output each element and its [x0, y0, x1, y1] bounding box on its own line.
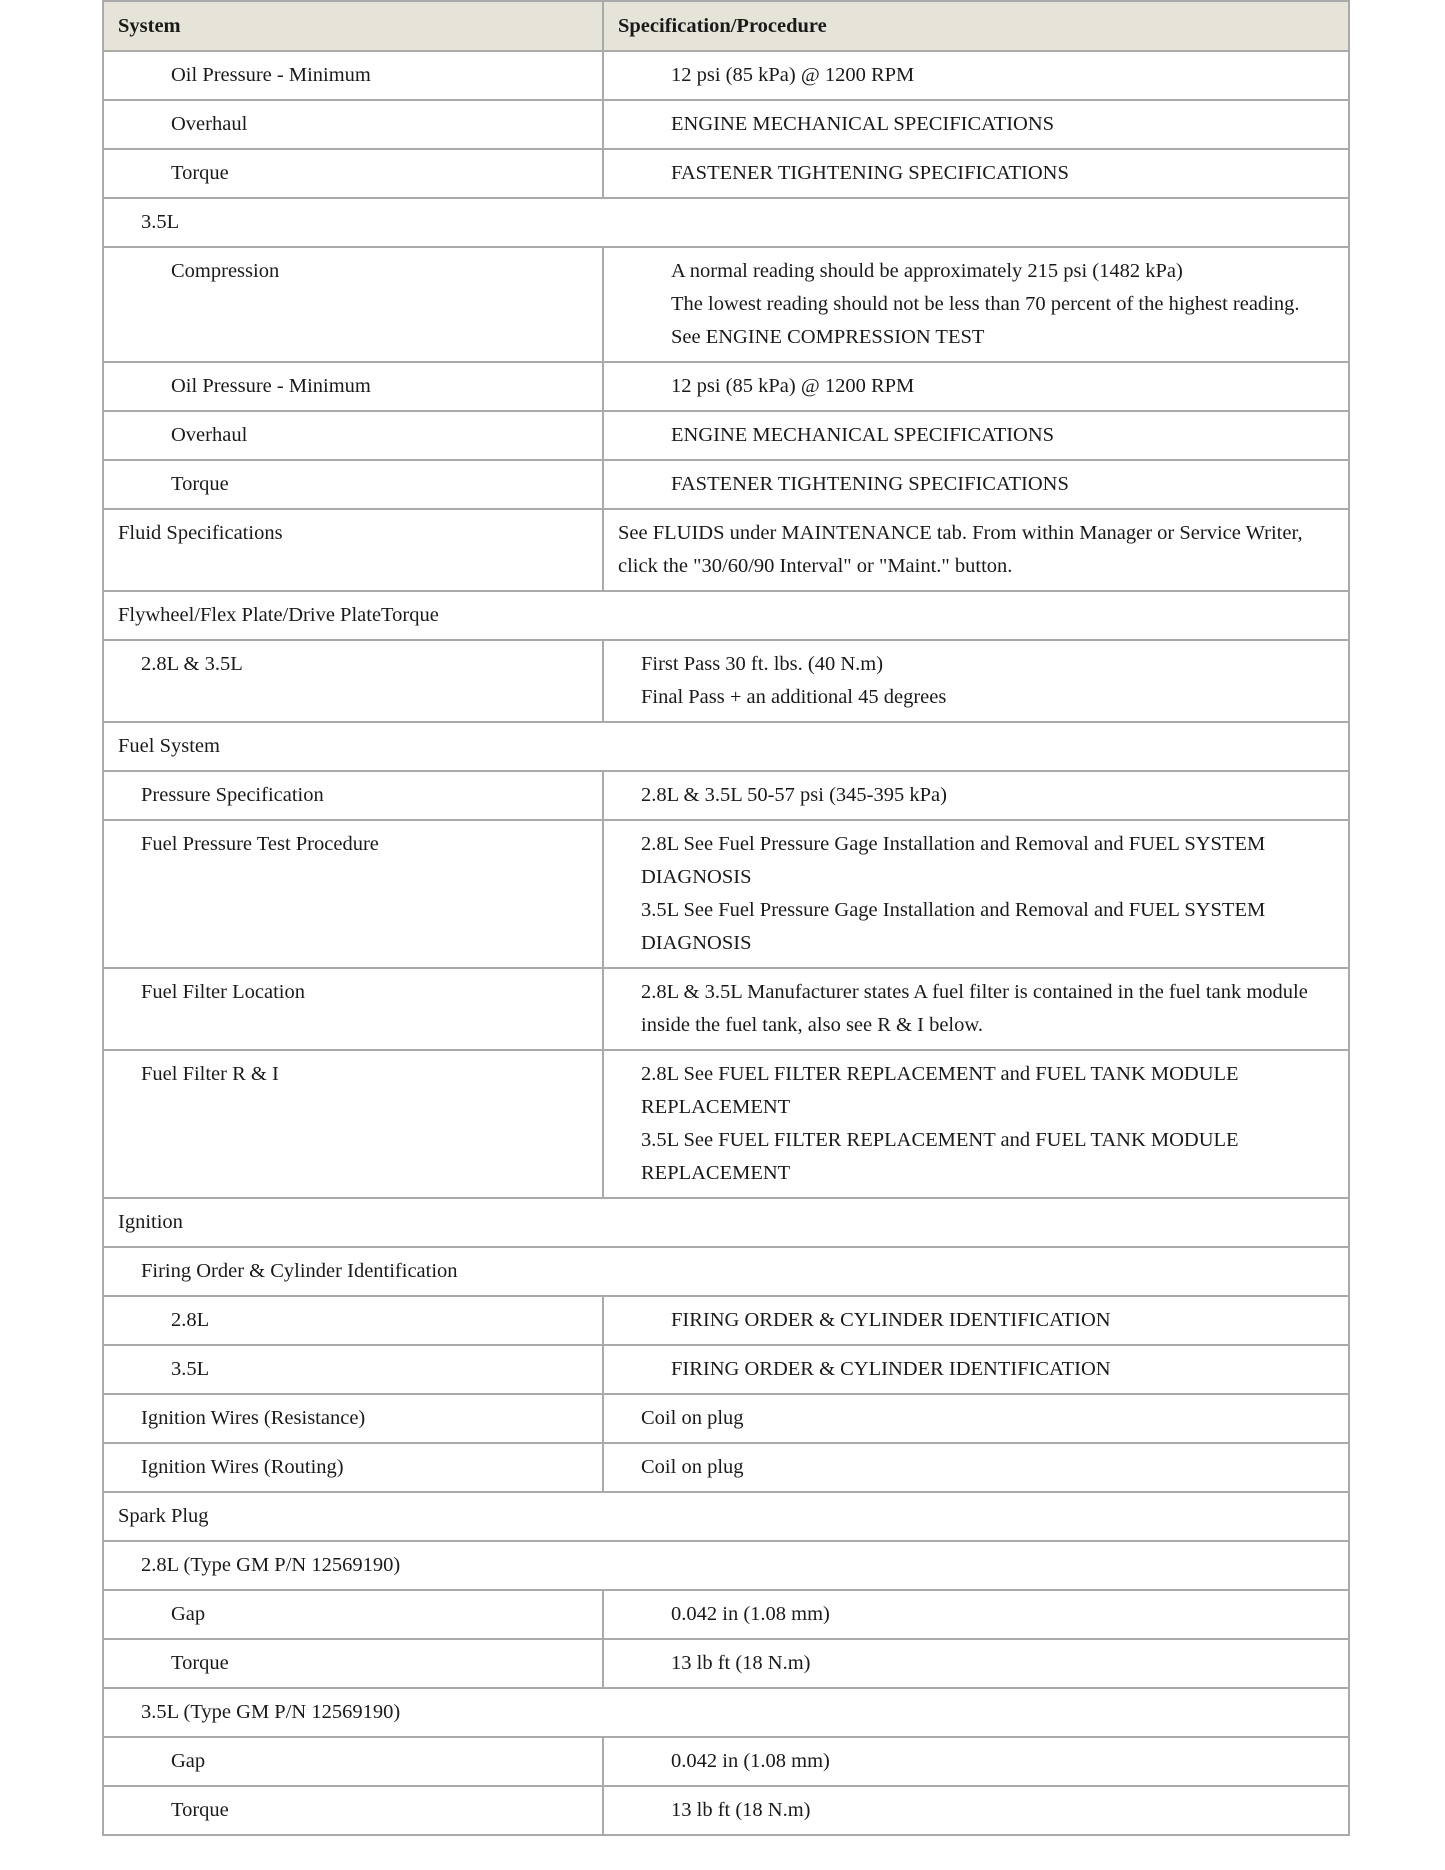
system-cell: Fuel Filter R & I [103, 1050, 603, 1198]
section-row [103, 1492, 1349, 1541]
section-row [103, 1688, 1349, 1737]
header-row [103, 1, 1349, 51]
spec-cell [603, 1443, 1349, 1492]
table-row [103, 460, 1349, 509]
table-row [103, 1296, 1349, 1345]
system-cell: Fuel Filter Location [103, 968, 603, 1050]
section-label: Firing Order & Cylinder Identification [103, 1247, 1349, 1296]
table-row [103, 1639, 1349, 1688]
section-label: 3.5L [103, 198, 1349, 247]
spec-table [102, 0, 1350, 1836]
system-cell: Fuel Pressure Test Procedure [103, 820, 603, 968]
table-row [103, 1737, 1349, 1786]
spec-line: ENGINE MECHANICAL SPECIFICATIONS [671, 424, 1055, 446]
spec-line: 2.8L See Fuel Pressure Gage Installation and Removal and FUEL SYSTEM DIAGNOSIS [641, 833, 1266, 888]
spec-cell [603, 247, 1349, 362]
spec-line: 0.042 in (1.08 mm) [671, 1750, 830, 1772]
table-row [103, 1050, 1349, 1198]
header-specification: Specification/Procedure [603, 1, 1349, 51]
table-row [103, 1345, 1349, 1394]
system-cell: Torque [103, 149, 603, 198]
section-row [103, 198, 1349, 247]
system-cell: Compression [103, 247, 603, 362]
spec-line: Final Pass + an additional 45 degrees [641, 686, 947, 708]
header-system: System [103, 1, 603, 51]
spec-cell [603, 509, 1349, 591]
spec-line: 0.042 in (1.08 mm) [671, 1603, 830, 1625]
table-row [103, 771, 1349, 820]
spec-line: FIRING ORDER & CYLINDER IDENTIFICATION [671, 1309, 1111, 1331]
spec-cell [603, 149, 1349, 198]
system-cell: 2.8L [103, 1296, 603, 1345]
system-cell: Pressure Specification [103, 771, 603, 820]
spec-cell [603, 1050, 1349, 1198]
spec-line: 13 lb ft (18 N.m) [671, 1652, 811, 1674]
spec-line: 12 psi (85 kPa) @ 1200 RPM [671, 64, 915, 86]
spec-cell [603, 1296, 1349, 1345]
system-cell: Overhaul [103, 411, 603, 460]
table-row [103, 1394, 1349, 1443]
section-label: 3.5L (Type GM P/N 12569190) [103, 1688, 1349, 1737]
system-cell: Torque [103, 460, 603, 509]
spec-line: The lowest reading should not be less than 70 percent of the highest reading. See ENGINE COMPRESSION TEST [671, 293, 1300, 348]
spec-line: 2.8L & 3.5L 50-57 psi (345-395 kPa) [641, 784, 947, 806]
system-cell: Gap [103, 1590, 603, 1639]
table-row [103, 411, 1349, 460]
system-cell: Gap [103, 1737, 603, 1786]
table-row [103, 640, 1349, 722]
table-header [103, 1, 1349, 51]
system-cell: Torque [103, 1639, 603, 1688]
spec-line: 3.5L See Fuel Pressure Gage Installation and Removal and FUEL SYSTEM DIAGNOSIS [641, 899, 1266, 954]
spec-cell [603, 1737, 1349, 1786]
section-label: Fuel System [103, 722, 1349, 771]
section-row [103, 1198, 1349, 1247]
table-row [103, 362, 1349, 411]
spec-cell [603, 1394, 1349, 1443]
section-row [103, 1541, 1349, 1590]
section-row [103, 1247, 1349, 1296]
table-row [103, 51, 1349, 100]
spec-cell [603, 820, 1349, 968]
system-cell: Oil Pressure - Minimum [103, 51, 603, 100]
spec-line: First Pass 30 ft. lbs. (40 N.m) [641, 653, 884, 675]
spec-cell [603, 968, 1349, 1050]
spec-cell [603, 771, 1349, 820]
system-cell: Ignition Wires (Resistance) [103, 1394, 603, 1443]
spec-line: 3.5L See FUEL FILTER REPLACEMENT and FUEL TANK MODULE REPLACEMENT [641, 1129, 1239, 1184]
system-cell: 3.5L [103, 1345, 603, 1394]
table-row [103, 247, 1349, 362]
table-row [103, 968, 1349, 1050]
spec-cell [603, 460, 1349, 509]
table-row [103, 820, 1349, 968]
spec-cell [603, 1590, 1349, 1639]
system-cell: Torque [103, 1786, 603, 1835]
spec-line: See FLUIDS under MAINTENANCE tab. From within Manager or Service Writer, click the "30/60/90 Interval" or "Maint." button. [618, 522, 1303, 577]
spec-line: A normal reading should be approximately 215 psi (1482 kPa) [671, 260, 1183, 282]
spec-cell [603, 51, 1349, 100]
spec-line: 2.8L See FUEL FILTER REPLACEMENT and FUEL TANK MODULE REPLACEMENT [641, 1063, 1239, 1118]
system-cell: Overhaul [103, 100, 603, 149]
section-label: Ignition [103, 1198, 1349, 1247]
spec-line: FIRING ORDER & CYLINDER IDENTIFICATION [671, 1358, 1111, 1380]
system-cell: Oil Pressure - Minimum [103, 362, 603, 411]
spec-cell [603, 1345, 1349, 1394]
section-row [103, 591, 1349, 640]
spec-line: 13 lb ft (18 N.m) [671, 1799, 811, 1821]
spec-line: FASTENER TIGHTENING SPECIFICATIONS [671, 473, 1069, 495]
table-body [103, 51, 1349, 1835]
spec-line: 12 psi (85 kPa) @ 1200 RPM [671, 375, 915, 397]
section-row [103, 722, 1349, 771]
table-row [103, 100, 1349, 149]
spec-cell [603, 362, 1349, 411]
section-label: Spark Plug [103, 1492, 1349, 1541]
section-label: Flywheel/Flex Plate/Drive PlateTorque [103, 591, 1349, 640]
spec-cell [603, 411, 1349, 460]
table-row [103, 149, 1349, 198]
section-label: 2.8L (Type GM P/N 12569190) [103, 1541, 1349, 1590]
system-cell: 2.8L & 3.5L [103, 640, 603, 722]
system-cell: Fluid Specifications [103, 509, 603, 591]
table-row [103, 509, 1349, 591]
spec-cell [603, 640, 1349, 722]
table-row [103, 1443, 1349, 1492]
spec-line: Coil on plug [641, 1407, 744, 1429]
spec-cell [603, 1786, 1349, 1835]
spec-line: FASTENER TIGHTENING SPECIFICATIONS [671, 162, 1069, 184]
spec-line: 2.8L & 3.5L Manufacturer states A fuel filter is contained in the fuel tank module inside the fuel tank, also see R & I below. [641, 981, 1308, 1036]
spec-line: ENGINE MECHANICAL SPECIFICATIONS [671, 113, 1055, 135]
spec-line: Coil on plug [641, 1456, 744, 1478]
system-cell: Ignition Wires (Routing) [103, 1443, 603, 1492]
spec-cell [603, 100, 1349, 149]
spec-cell [603, 1639, 1349, 1688]
table-row [103, 1590, 1349, 1639]
table-row [103, 1786, 1349, 1835]
